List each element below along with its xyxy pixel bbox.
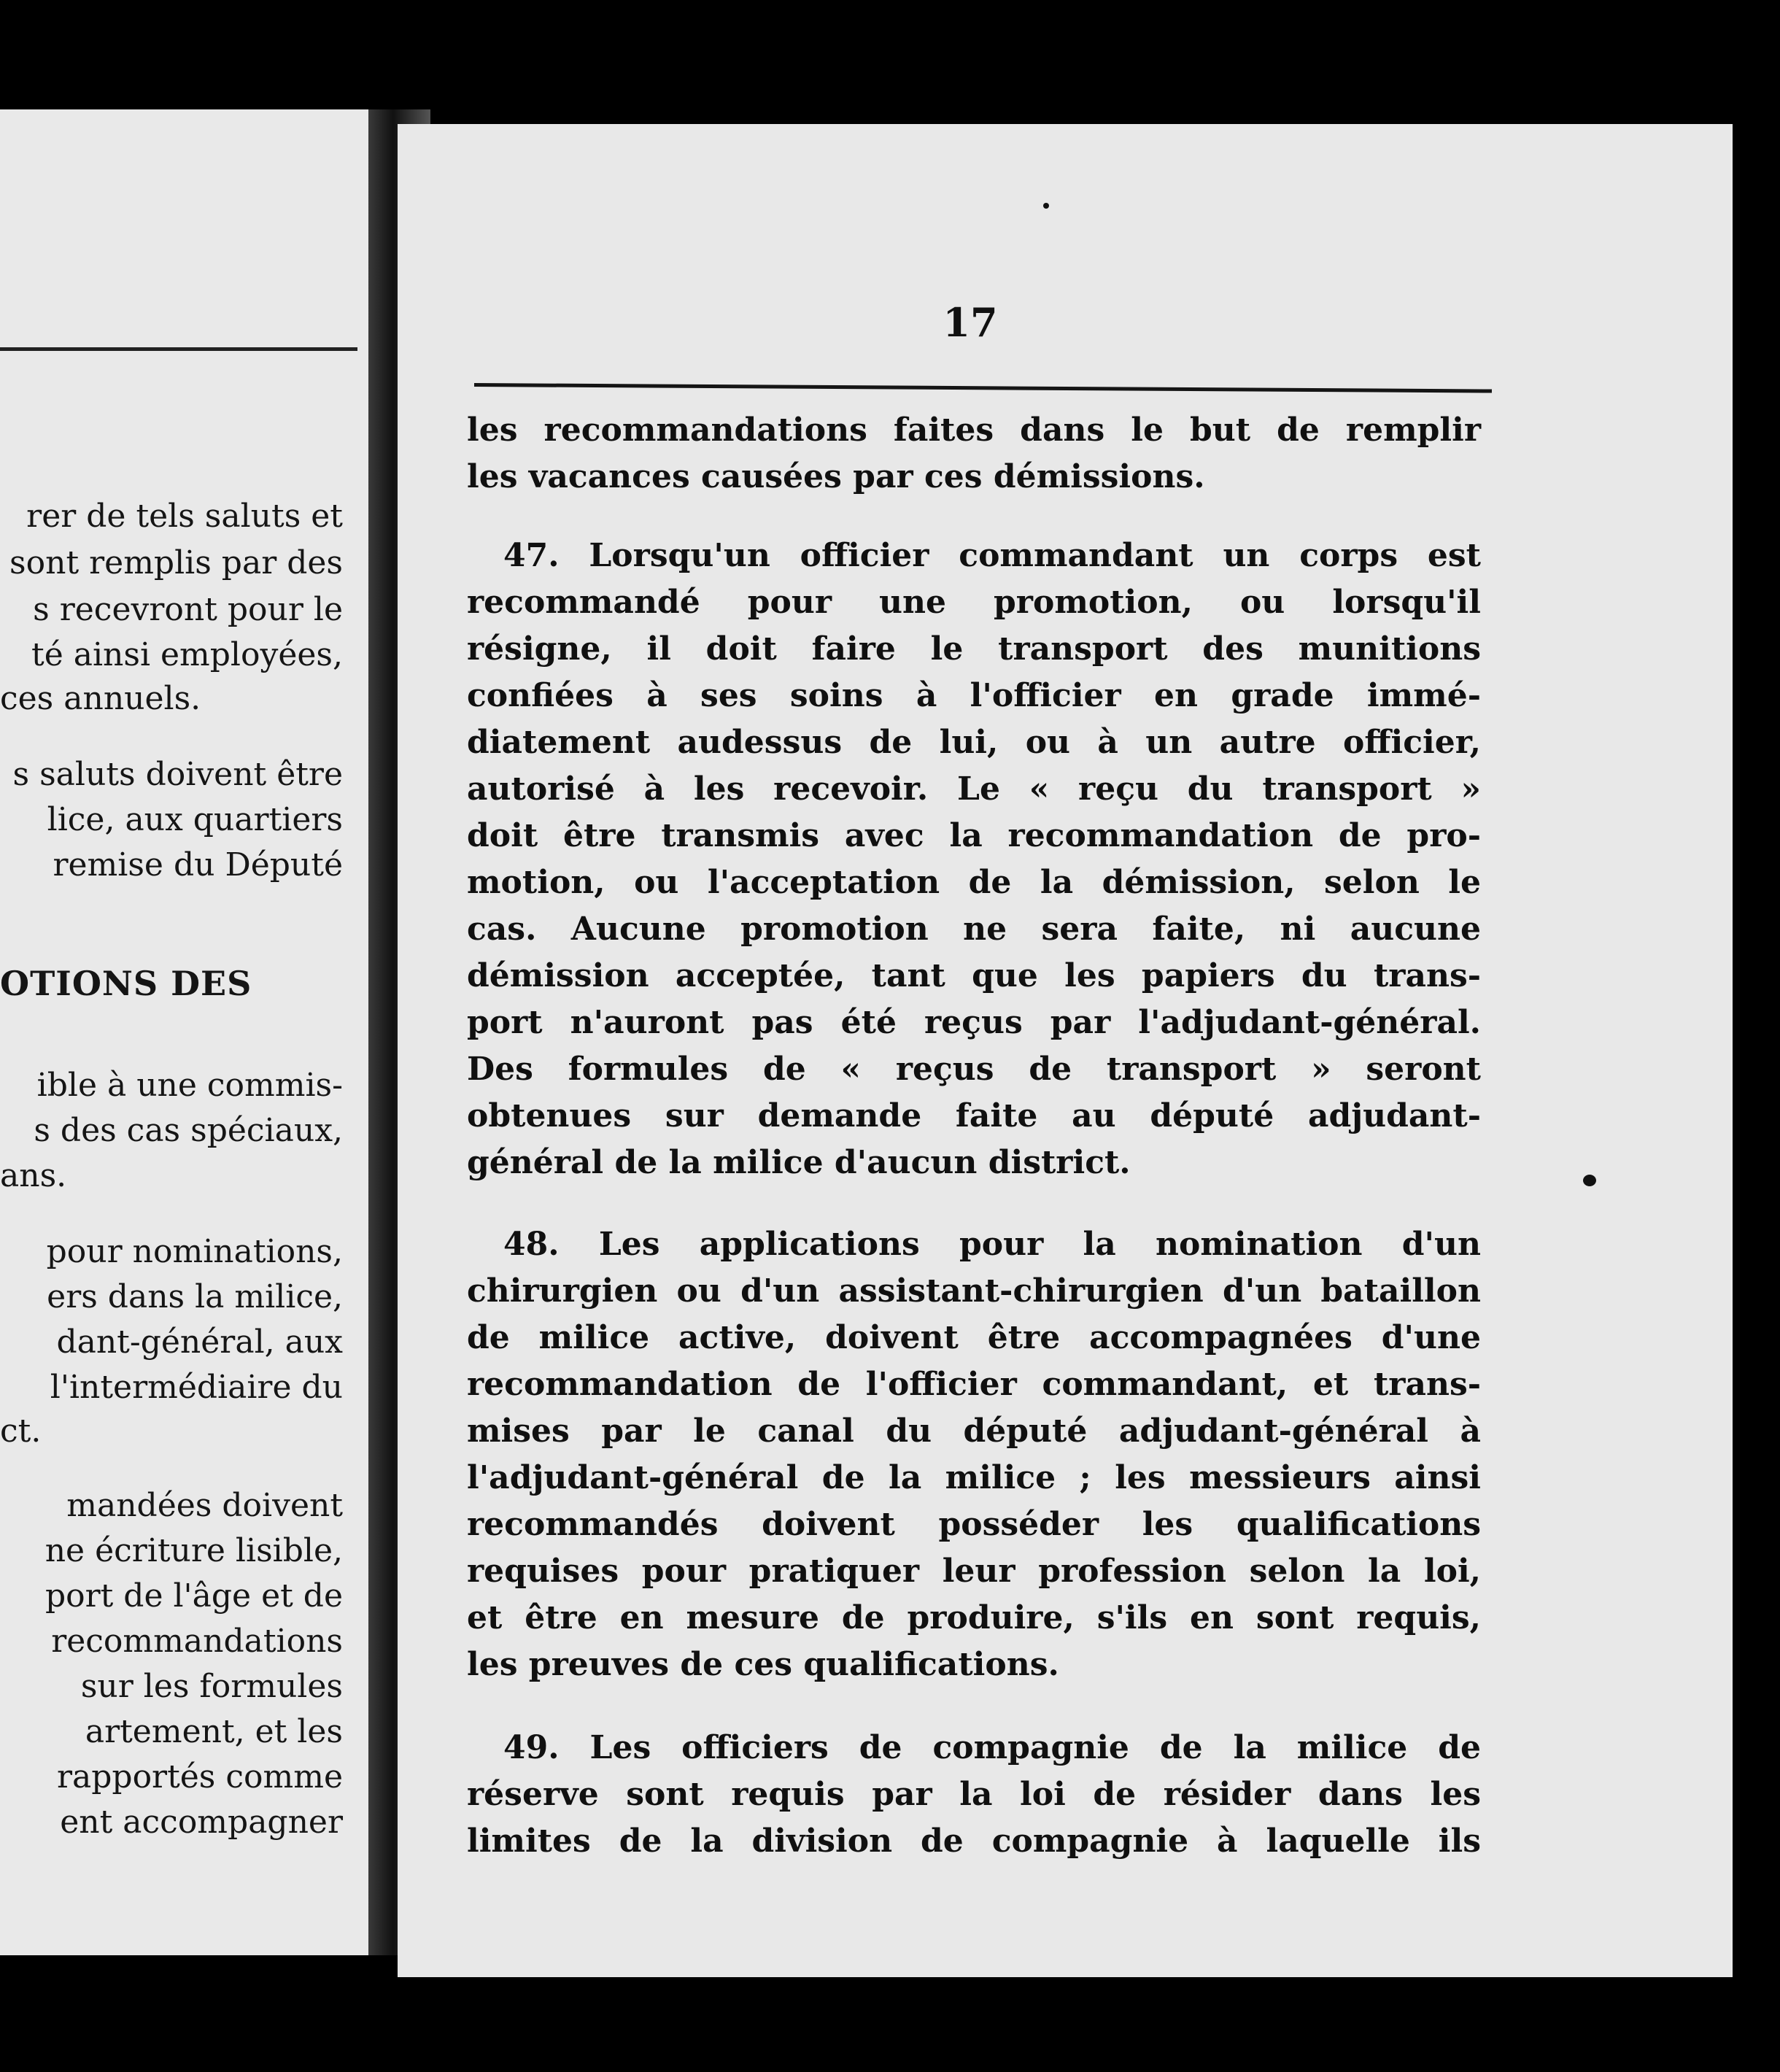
left-line: s des cas spéciaux,	[34, 1112, 343, 1149]
left-line: ible à une commis-	[36, 1067, 343, 1104]
paragraph-47-line: Des formules de « reçus de transport » seront	[467, 1051, 1481, 1088]
ink-speck	[1583, 1175, 1596, 1186]
paragraph-48-line: et être en mesure de produire, s'ils en sont requis,	[467, 1599, 1481, 1636]
left-section-heading: OTIONS DES	[0, 964, 252, 1003]
paragraph-47-line: recommandé pour une promotion, ou lorsqu'il	[467, 584, 1481, 621]
paragraph-47-line: confiées à ses soins à l'officier en grade immé-	[467, 677, 1481, 714]
left-line: ct.	[0, 1412, 42, 1450]
paragraph-48-line: chirurgien ou d'un assistant-chirurgien d'un bataillon	[467, 1272, 1481, 1310]
paragraph-48-line: l'adjudant-général de la milice ; les messieurs ainsi	[467, 1459, 1481, 1496]
paragraph-47-line: cas. Aucune promotion ne sera faite, ni aucune	[467, 911, 1481, 948]
paragraph-48-line: recommandés doivent posséder les qualifications	[467, 1506, 1481, 1543]
left-line: mandées doivent	[66, 1487, 343, 1524]
paragraph-48-line: recommandation de l'officier commandant, et trans-	[467, 1366, 1481, 1403]
paragraph-48-line: 48. Les applications pour la nomination d'un	[503, 1226, 1481, 1263]
paragraph-48-line: de milice active, doivent être accompagnées d'une	[467, 1319, 1481, 1356]
right-page	[398, 124, 1733, 1977]
paragraph-48-line: les preuves de ces qualifications.	[467, 1646, 1059, 1683]
text-line: les vacances causées par ces démissions.	[467, 458, 1205, 495]
paragraph-48-line: mises par le canal du député adjudant-général à	[467, 1412, 1481, 1450]
left-line: ent accompagner	[60, 1804, 343, 1841]
text-line: les recommandations faites dans le but de remplir	[467, 411, 1481, 449]
left-line: té ainsi employées,	[31, 636, 343, 673]
paragraph-47-line: doit être transmis avec la recommandation de pro-	[467, 817, 1481, 854]
left-line: dant-général, aux	[56, 1323, 343, 1361]
left-line: ans.	[0, 1157, 67, 1194]
paragraph-49-line: réserve sont requis par la loi de résider dans les	[467, 1776, 1481, 1813]
paragraph-49-line: limites de la division de compagnie à laquelle ils	[467, 1822, 1481, 1860]
ink-speck	[1043, 203, 1049, 209]
left-line: pour nominations,	[46, 1233, 343, 1270]
left-page-header-rule	[0, 347, 357, 351]
paragraph-47-line: démission acceptée, tant que les papiers du trans-	[467, 957, 1481, 994]
left-line: ers dans la milice,	[47, 1278, 343, 1315]
left-line: rer de tels saluts et	[26, 498, 343, 535]
left-line: l'intermédiaire du	[50, 1369, 343, 1406]
left-line: rapportés comme	[56, 1758, 343, 1795]
page-number: 17	[943, 299, 998, 346]
paragraph-47-line: résigne, il doit faire le transport des munitions	[467, 630, 1481, 668]
left-line: recommandations	[51, 1623, 343, 1660]
left-line: port de l'âge et de	[44, 1577, 343, 1615]
left-line: lice, aux quartiers	[47, 801, 343, 838]
paragraph-47-line: général de la milice d'aucun district.	[467, 1144, 1131, 1181]
left-line: sont remplis par des	[9, 544, 343, 581]
left-line: s recevront pour le	[33, 591, 343, 628]
left-line: s saluts doivent être	[12, 756, 343, 793]
paragraph-49-line: 49. Les officiers de compagnie de la milice de	[503, 1729, 1481, 1766]
paragraph-47-line: 47. Lorsqu'un officier commandant un corps est	[503, 537, 1481, 574]
paragraph-47-line: port n'auront pas été reçus par l'adjudant-général.	[467, 1004, 1481, 1041]
paragraph-47-line: autorisé à les recevoir. Le « reçu du transport »	[467, 770, 1481, 808]
paragraph-47-line: obtenues sur demande faite au député adjudant-	[467, 1097, 1481, 1134]
left-page	[0, 109, 368, 1955]
paragraph-48-line: requises pour pratiquer leur profession selon la loi,	[467, 1553, 1481, 1590]
left-line: ne écriture lisible,	[44, 1532, 343, 1569]
left-line: ces annuels.	[0, 680, 201, 717]
header-rule	[474, 383, 1492, 393]
left-line: remise du Député	[53, 846, 343, 884]
left-line: sur les formules	[80, 1668, 343, 1705]
paragraph-47-line: motion, ou l'acceptation de la démission, selon le	[467, 864, 1481, 901]
paragraph-47-line: diatement audessus de lui, ou à un autre officier,	[467, 724, 1481, 761]
left-line: artement, et les	[85, 1713, 343, 1750]
